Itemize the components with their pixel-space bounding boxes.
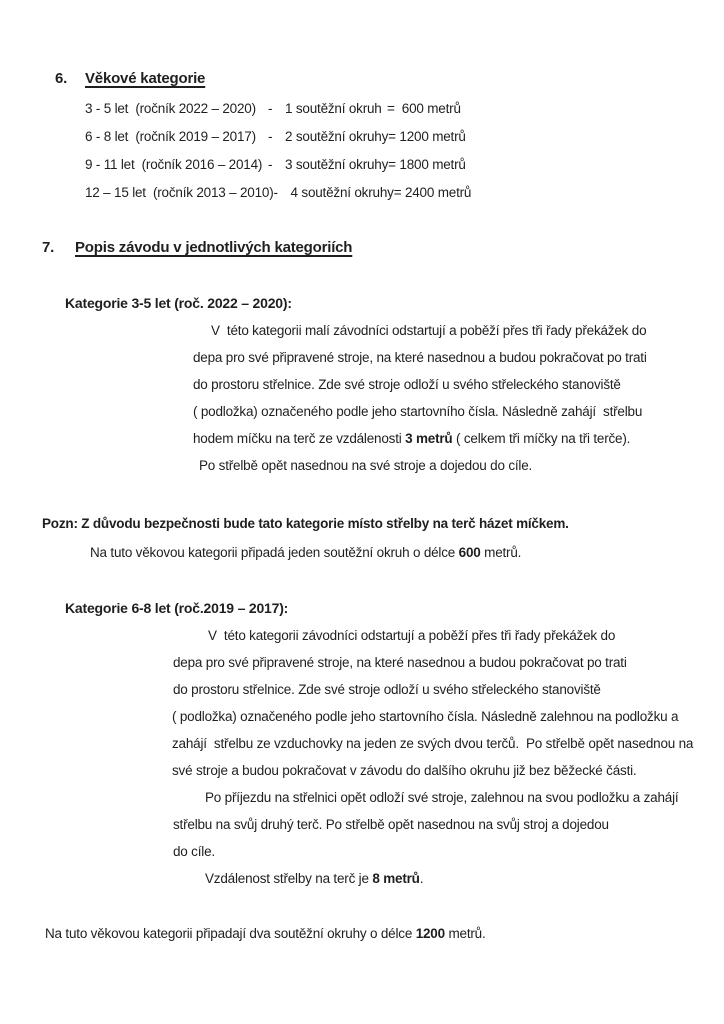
- paragraph-line: depa pro své připravené stroje, na které nasednou a budou pokračovat po trati: [193, 350, 647, 365]
- paragraph-line: Po střelbě opět nasednou na své stroje a dojedou do cíle.: [199, 458, 533, 473]
- section-7-title: Popis závodu v jednotlivých kategoriích: [75, 239, 353, 256]
- category-3-5-summary: Na tuto věkovou kategorii připadá jeden soutěžní okruh o délce 600 metrů.: [90, 545, 522, 560]
- lap-distance: = 1200 metrů: [388, 129, 466, 144]
- paragraph-line: ( podložka) označeného podle jeho startovního čísla. Následně zalehnou na podložku a: [172, 709, 679, 724]
- category-6-8-summary: Na tuto věkovou kategorii připadají dva soutěžní okruhy o délce 1200 metrů.: [45, 926, 486, 941]
- lap-distance: = 2400 metrů: [393, 185, 472, 200]
- category-6-8-heading: Kategorie 6-8 let (roč.2019 – 2017):: [65, 600, 289, 616]
- lap-distance: = 1800 metrů: [388, 157, 466, 172]
- lap-count: 3 soutěžní okruhy: [285, 157, 389, 172]
- age-category-row: [85, 157, 466, 172]
- age-category-row: [85, 101, 461, 116]
- paragraph-line: do prostoru střelnice. Zde své stroje odloží u svého střeleckého stanoviště: [173, 682, 601, 697]
- paragraph-line: V této kategorii závodníci odstartují a poběží přes tři řady překážek do: [208, 628, 616, 643]
- age-range: 3 - 5 let (ročník 2022 – 2020): [85, 101, 256, 116]
- age-range: 12 – 15 let (ročník 2013 – 2010): [85, 185, 274, 200]
- paragraph-line: ( podložka) označeného podle jeho startovního čísla. Následně zahájí střelbu: [193, 404, 643, 419]
- lap-count: 2 soutěžní okruhy: [285, 129, 389, 144]
- paragraph-line: hodem míčku na terč ze vzdálenosti 3 metrů ( celkem tři míčky na tři terče).: [193, 431, 631, 446]
- lap-distance: = 600 metrů: [387, 101, 461, 116]
- safety-note: Pozn: Z důvodu bezpečnosti bude tato kategorie místo střelby na terč házet míčkem.: [42, 516, 569, 531]
- section-6-title: Věkové kategorie: [85, 70, 206, 87]
- row-dash: -: [268, 129, 273, 144]
- lap-count: 4 soutěžní okruhy: [290, 185, 394, 200]
- age-range: 6 - 8 let (ročník 2019 – 2017): [85, 129, 256, 144]
- paragraph-line: Vzdálenost střelby na terč je 8 metrů.: [205, 871, 424, 886]
- row-dash: -: [273, 185, 278, 200]
- paragraph-line: V této kategorii malí závodníci odstartují a poběží přes tři řady překážek do: [211, 323, 647, 338]
- paragraph-line: své stroje a budou pokračovat v závodu do dalšího okruhu již bez běžecké části.: [172, 763, 637, 778]
- section-6-number: 6.: [55, 70, 68, 87]
- category-3-5-heading: Kategorie 3-5 let (roč. 2022 – 2020):: [65, 295, 292, 311]
- lap-count: 1 soutěžní okruh: [285, 101, 382, 116]
- paragraph-line: zahájí střelbu ze vzduchovky na jeden ze svých dvou terčů. Po střelbě opět nasednou na: [172, 736, 694, 751]
- age-category-row: [85, 129, 466, 144]
- paragraph-line: do prostoru střelnice. Zde své stroje odloží u svého střeleckého stanoviště: [193, 377, 621, 392]
- row-dash: -: [268, 101, 273, 116]
- paragraph-line: do cíle.: [173, 844, 215, 859]
- age-category-row: [85, 185, 471, 200]
- section-7-number: 7.: [42, 239, 55, 256]
- paragraph-line: Po příjezdu na střelnici opět odloží své stroje, zalehnou na svou podložku a zahájí: [205, 790, 679, 805]
- paragraph-line: depa pro své připravené stroje, na které nasednou a budou pokračovat po trati: [173, 655, 627, 670]
- row-dash: -: [268, 157, 273, 172]
- age-range: 9 - 11 let (ročník 2016 – 2014): [85, 157, 263, 172]
- paragraph-line: střelbu na svůj druhý terč. Po střelbě opět nasednou na svůj stroj a dojedou: [173, 817, 609, 832]
